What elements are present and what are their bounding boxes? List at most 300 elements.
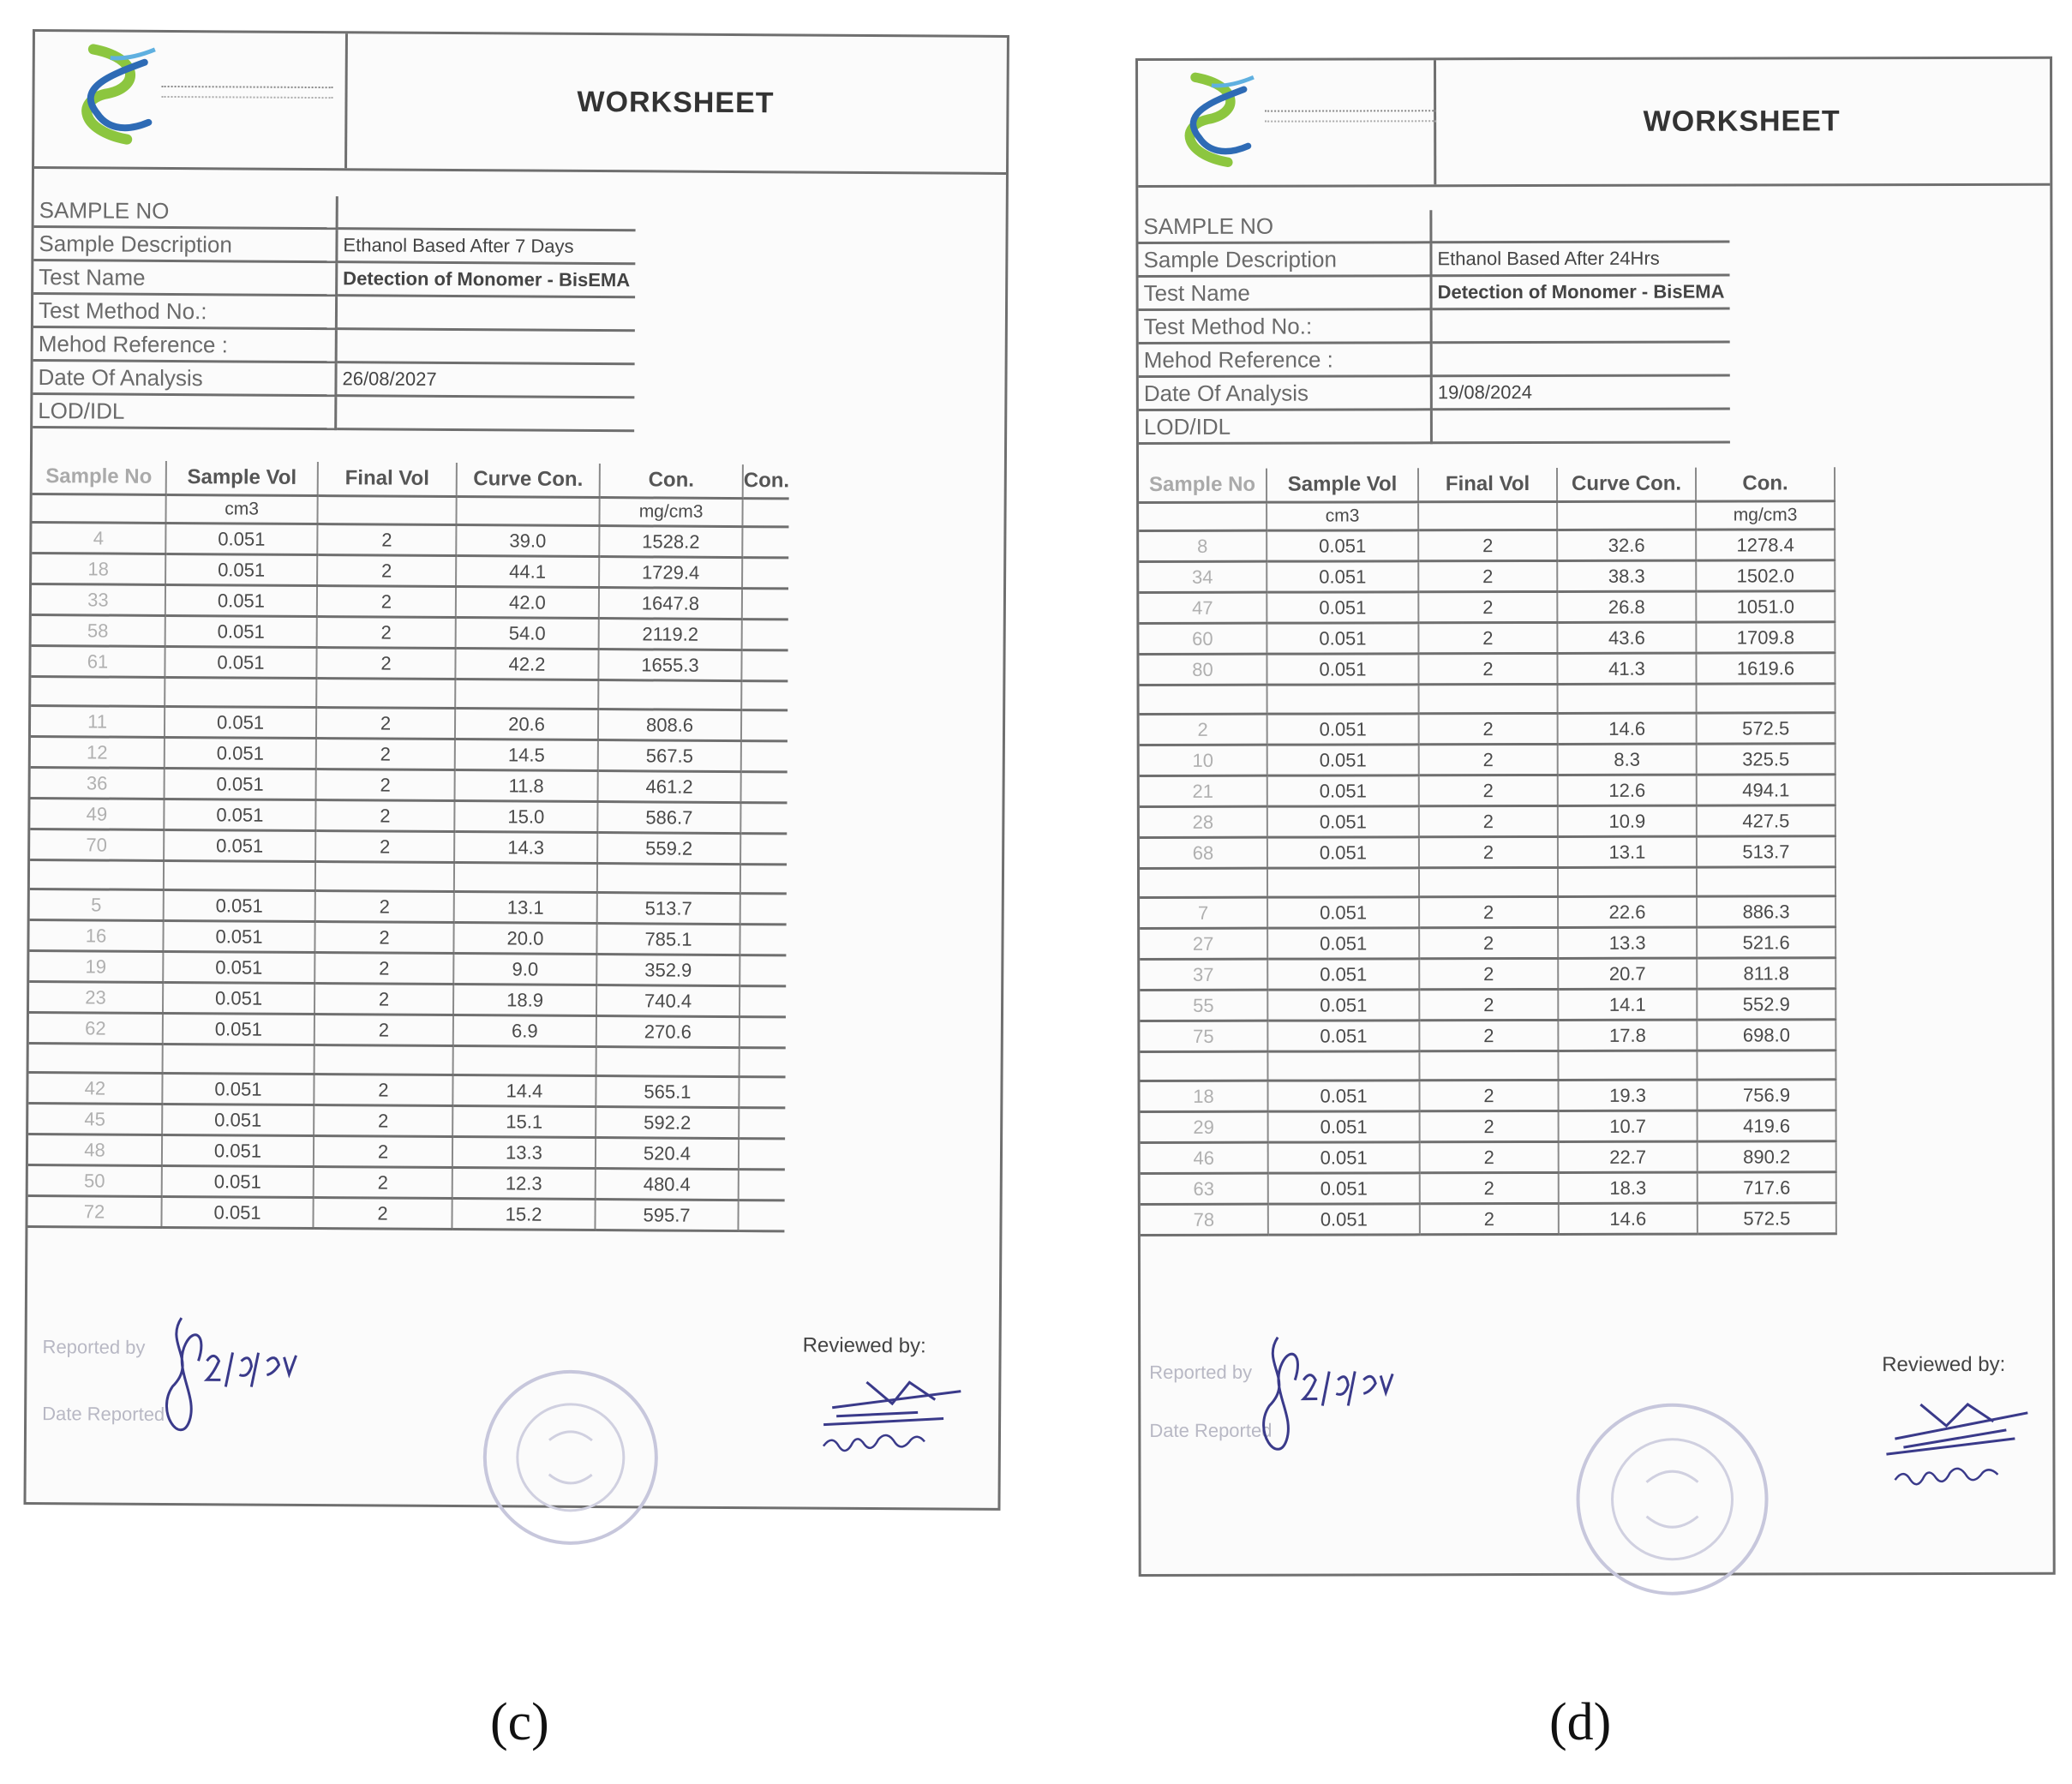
table-cell: 48 [28, 1134, 162, 1165]
table-cell: 68 [1140, 837, 1267, 868]
info-row [1139, 409, 1730, 443]
column-header: Final Vol [1418, 468, 1557, 502]
table-cell: 36 [31, 768, 165, 799]
table-cell: 72 [27, 1195, 161, 1227]
table-row [1139, 591, 1835, 624]
table-cell: 14.6 [1558, 713, 1697, 744]
table-cell: 2 [314, 1136, 452, 1168]
empty-cell [740, 803, 787, 834]
empty-cell [741, 650, 788, 681]
info-row [33, 260, 635, 297]
table-cell: 0.051 [1268, 1173, 1420, 1204]
empty-cell [30, 860, 164, 890]
unit-cell [1557, 501, 1696, 530]
table-cell: 2 [1419, 896, 1558, 927]
table-cell: 0.051 [164, 829, 315, 861]
empty-cell [165, 677, 316, 707]
table-cell: 0.051 [1267, 990, 1419, 1021]
empty-cell [1835, 989, 1836, 1020]
empty-cell [454, 863, 597, 893]
worksheet-header [1138, 59, 2050, 188]
lab-logo [34, 32, 348, 168]
info-value [1431, 342, 1729, 376]
table-cell: 37 [1140, 959, 1267, 990]
table-row [29, 981, 787, 1016]
table-cell: 0.051 [162, 1134, 314, 1166]
table-cell: 325.5 [1697, 744, 1835, 775]
table-cell: 2 [1419, 805, 1558, 836]
table-cell: 811.8 [1697, 958, 1835, 989]
info-value: Ethanol Based After 7 Days [337, 229, 636, 264]
table-cell: 19 [29, 950, 163, 982]
table-row [1140, 1020, 1836, 1052]
table-cell: 61 [31, 646, 165, 678]
table-cell: 0.051 [165, 584, 317, 616]
table-cell: 47 [1139, 592, 1267, 623]
table-row [1141, 1111, 1837, 1143]
table-cell: 12 [31, 737, 165, 769]
table-cell: 6.9 [453, 1015, 596, 1047]
table-cell: 78 [1141, 1204, 1268, 1235]
table-cell: 352.9 [596, 955, 740, 986]
worksheet-d [1135, 57, 2056, 1577]
table-cell: 10.7 [1559, 1111, 1698, 1141]
table-cell: 0.051 [164, 889, 315, 921]
empty-cell [1267, 1051, 1419, 1081]
empty-cell [1835, 958, 1836, 989]
table-row [32, 584, 789, 620]
table-cell: 2 [314, 1075, 452, 1106]
table-cell: 62 [29, 1012, 163, 1044]
info-value [1431, 409, 1729, 443]
info-row [34, 195, 636, 230]
empty-cell [742, 527, 789, 558]
info-row [1139, 375, 1730, 410]
empty-cell [1836, 1172, 1837, 1203]
dna-logo-icon [58, 40, 171, 148]
worksheet-title: WORKSHEET [577, 85, 775, 120]
table-row [1141, 1172, 1837, 1205]
table-cell: 0.051 [165, 768, 316, 799]
empty-cell [1267, 868, 1419, 897]
info-value: Detection of Monomer - BisEMA [337, 262, 636, 297]
unit-cell [317, 496, 456, 525]
empty-cell [1835, 896, 1836, 927]
table-row [1139, 653, 1835, 685]
lab-stamp [1569, 1396, 1776, 1602]
results-table [27, 460, 789, 1232]
table-cell: 0.051 [162, 1073, 314, 1105]
info-value [336, 396, 635, 431]
unit-cell [1418, 501, 1557, 530]
table-row [31, 646, 788, 681]
info-value: Ethanol Based After 24Hrs [1431, 242, 1729, 276]
empty-cell [597, 864, 740, 894]
table-cell: 14.4 [452, 1075, 596, 1107]
info-label: SAMPLE NO [1138, 210, 1431, 242]
empty-cell [742, 620, 789, 650]
table-cell: 2 [317, 586, 456, 618]
empty-cell [1558, 684, 1697, 713]
table-cell: 12.3 [452, 1168, 596, 1200]
empty-cell [1140, 1051, 1267, 1081]
table-cell: 0.051 [1267, 623, 1418, 654]
info-row [1139, 342, 1730, 376]
table-cell: 11 [31, 706, 165, 738]
table-cell: 2 [1418, 591, 1557, 622]
table-cell: 22.6 [1558, 896, 1697, 927]
table-cell: 2119.2 [599, 619, 742, 650]
table-cell: 2 [316, 769, 455, 801]
table-cell: 808.6 [598, 709, 741, 741]
unit-cell [1139, 502, 1267, 530]
table-cell: 698.0 [1697, 1020, 1835, 1051]
table-cell: 39.0 [456, 525, 599, 557]
table-cell: 15.2 [452, 1199, 595, 1230]
empty-cell [738, 1200, 785, 1231]
empty-cell [739, 1170, 786, 1200]
column-header: Final Vol [318, 462, 457, 496]
table-cell: 0.051 [1268, 1111, 1420, 1142]
table-cell: 43.6 [1557, 622, 1696, 653]
column-header: Con. [743, 464, 790, 499]
empty-cell [740, 1048, 787, 1077]
table-cell: 2 [316, 739, 455, 770]
empty-cell [740, 925, 787, 955]
table-cell: 2 [317, 555, 456, 587]
table-cell: 18.3 [1559, 1172, 1698, 1203]
empty-cell [1697, 684, 1835, 713]
table-cell: 1278.4 [1696, 530, 1835, 560]
info-label: Sample Description [1138, 242, 1431, 277]
empty-cell [1836, 1111, 1837, 1141]
table-row [1140, 927, 1836, 960]
empty-cell [598, 680, 741, 710]
table-cell: 0.051 [1267, 592, 1418, 623]
worksheet-c [23, 29, 1009, 1511]
table-cell: 46 [1141, 1142, 1268, 1173]
empty-cell [29, 1043, 163, 1073]
info-label: Test Name [1139, 276, 1432, 310]
info-row [33, 227, 635, 264]
table-cell: 5 [30, 889, 164, 920]
table-cell: 10.9 [1558, 805, 1697, 836]
empty-cell [163, 1044, 314, 1074]
table-cell: 33 [32, 584, 165, 616]
unit-cell: cm3 [1267, 502, 1418, 530]
info-value [1431, 308, 1729, 343]
table-row [1140, 775, 1836, 807]
empty-cell [739, 1077, 786, 1108]
table-cell: 49 [30, 799, 164, 830]
lab-stamp [476, 1362, 665, 1552]
table-cell: 75 [1140, 1021, 1267, 1051]
unit-cell [456, 497, 599, 526]
table-cell: 27 [1140, 928, 1267, 959]
info-label: Mehod Reference : [33, 327, 337, 362]
empty-cell [1835, 805, 1836, 836]
date-reported-label: Date Reported [1149, 1419, 1273, 1441]
table-cell: 0.051 [1268, 1142, 1420, 1173]
info-label: Sample Description [33, 227, 337, 262]
sample-info-table [33, 195, 636, 432]
empty-cell [1835, 1051, 1836, 1080]
info-label: SAMPLE NO [34, 195, 338, 229]
info-value [1431, 210, 1729, 242]
table-cell: 2 [315, 831, 454, 863]
table-cell: 14.3 [454, 832, 597, 864]
table-cell: 595.7 [595, 1200, 738, 1231]
dna-logo-icon [1162, 69, 1269, 171]
table-cell: 2 [1420, 1111, 1559, 1141]
table-cell: 8.3 [1558, 744, 1697, 775]
table-cell: 34 [1139, 561, 1267, 592]
table-cell: 2 [314, 922, 453, 954]
info-value [336, 329, 635, 364]
table-cell: 586.7 [597, 802, 740, 834]
table-cell: 2 [1419, 836, 1558, 867]
table-cell: 2 [1419, 1020, 1558, 1051]
table-cell: 1655.3 [598, 650, 741, 681]
table-row [31, 768, 788, 803]
table-cell: 0.051 [1267, 959, 1419, 990]
signature-area [1141, 1259, 2053, 1569]
column-header: Con. [600, 464, 743, 499]
table-cell: 2 [314, 1015, 453, 1046]
empty-cell [455, 679, 598, 709]
table-cell: 427.5 [1697, 805, 1835, 836]
column-header: Curve Con. [457, 463, 600, 498]
table-cell: 42 [28, 1072, 162, 1104]
table-cell: 480.4 [596, 1169, 739, 1200]
table-cell: 4 [32, 523, 165, 554]
table-cell: 16 [29, 919, 163, 951]
empty-cell [742, 558, 789, 589]
empty-cell [1835, 713, 1836, 744]
empty-cell [740, 834, 787, 865]
table-cell: 13.3 [452, 1137, 596, 1169]
spacer-row [1140, 867, 1836, 898]
table-cell: 513.7 [1697, 836, 1835, 867]
empty-cell [1835, 927, 1836, 958]
column-header: Sample Vol [166, 461, 318, 496]
empty-cell [1419, 867, 1558, 896]
table-cell: 0.051 [163, 982, 314, 1014]
info-label: LOD/IDL [33, 394, 336, 429]
units-row [1139, 501, 1835, 531]
panel-label-d: (d) [1549, 1693, 1612, 1751]
empty-cell [1558, 1051, 1697, 1080]
table-cell: 1619.6 [1696, 653, 1835, 684]
empty-cell [1836, 1141, 1837, 1172]
table-cell: 55 [1140, 990, 1267, 1021]
table-cell: 592.2 [596, 1107, 739, 1139]
table-cell: 559.2 [597, 833, 740, 865]
table-cell: 22.7 [1559, 1141, 1698, 1172]
table-cell: 42.2 [455, 649, 598, 680]
empty-cell [314, 1045, 453, 1075]
column-header: Sample Vol [1267, 468, 1418, 502]
table-cell: 270.6 [596, 1016, 740, 1048]
table-cell: 80 [1139, 654, 1267, 685]
empty-cell [741, 681, 788, 710]
empty-cell [1835, 1080, 1836, 1111]
table-cell: 2 [314, 953, 453, 985]
table-cell: 0.051 [1267, 714, 1419, 745]
table-cell: 20.7 [1558, 958, 1697, 989]
empty-cell [739, 1139, 786, 1170]
table-cell: 70 [30, 829, 164, 861]
empty-cell [1835, 836, 1836, 867]
empty-cell [1835, 775, 1836, 805]
table-cell: 717.6 [1698, 1172, 1836, 1203]
info-row [33, 327, 635, 364]
empty-cell [740, 955, 787, 986]
table-cell: 2 [1419, 989, 1558, 1020]
table-row [30, 889, 787, 924]
column-header: Sample No [33, 460, 166, 494]
table-cell: 2 [314, 1167, 452, 1199]
logo-arabic-text [162, 86, 333, 99]
table-cell: 41.3 [1557, 653, 1696, 684]
table-cell: 0.051 [1268, 1204, 1420, 1235]
empty-cell [315, 862, 454, 892]
reported-by-label: Reported by [1149, 1361, 1253, 1383]
table-cell: 11.8 [455, 770, 598, 802]
info-row [1139, 308, 1730, 343]
table-cell: 21 [1140, 775, 1267, 806]
empty-cell [1140, 685, 1267, 714]
table-cell: 552.9 [1697, 989, 1835, 1020]
table-cell: 18 [1140, 1081, 1267, 1111]
logo-arabic-text [1265, 110, 1436, 122]
table-cell: 572.5 [1697, 713, 1835, 744]
empty-cell [453, 1046, 596, 1076]
empty-cell [1835, 744, 1836, 775]
table-cell: 44.1 [456, 556, 599, 588]
table-cell: 60 [1139, 623, 1267, 654]
unit-cell: cm3 [165, 494, 317, 524]
table-cell: 0.051 [162, 1104, 314, 1135]
empty-cell [1697, 1051, 1835, 1080]
unit-cell [32, 494, 165, 524]
unit-cell: mg/cm3 [1696, 501, 1835, 530]
table-cell: 0.051 [165, 523, 317, 554]
table-row [1140, 744, 1836, 776]
table-cell: 0.051 [1267, 928, 1419, 959]
reviewed-by-label: Reviewed by: [1882, 1352, 2006, 1377]
table-row [1139, 530, 1835, 562]
column-header-row [33, 460, 790, 499]
table-cell: 15.0 [454, 801, 597, 833]
table-row [32, 615, 789, 650]
table-row [30, 829, 787, 865]
table-cell: 45 [28, 1103, 162, 1134]
table-cell: 0.051 [163, 920, 314, 952]
table-cell: 2 [1418, 622, 1557, 653]
table-cell: 13.1 [454, 892, 597, 924]
info-row [33, 394, 634, 431]
table-row [31, 706, 788, 741]
info-row [1139, 275, 1730, 309]
table-cell: 0.051 [164, 799, 315, 830]
table-cell: 461.2 [598, 771, 741, 803]
table-cell: 2 [1418, 653, 1557, 684]
table-cell: 2 [314, 984, 453, 1015]
worksheet-header [34, 32, 1007, 175]
signature-area [26, 1291, 999, 1512]
table-cell: 2 [316, 648, 455, 679]
table-cell: 2 [1419, 958, 1558, 989]
table-cell: 572.5 [1698, 1203, 1836, 1234]
table-cell: 0.051 [1267, 775, 1419, 806]
table-row [1140, 989, 1836, 1021]
table-row [27, 1195, 785, 1230]
table-cell: 0.051 [161, 1196, 313, 1228]
empty-cell [1836, 1203, 1837, 1234]
table-cell: 20.6 [455, 709, 598, 740]
empty-cell [739, 1108, 786, 1139]
table-cell: 17.8 [1558, 1020, 1697, 1051]
table-cell: 886.3 [1697, 896, 1835, 927]
table-cell: 2 [1420, 1141, 1559, 1172]
table-row [28, 1072, 786, 1107]
table-row [32, 523, 789, 558]
table-cell: 2 [317, 524, 456, 556]
unit-cell: mg/cm3 [599, 498, 742, 527]
table-cell: 0.051 [165, 737, 316, 769]
table-cell: 2 [1419, 744, 1558, 775]
table-cell: 15.1 [452, 1106, 596, 1138]
table-cell: 2 [316, 708, 455, 739]
table-row [29, 950, 787, 985]
table-cell: 2 [1420, 1172, 1559, 1203]
reviewer-signature [815, 1365, 979, 1460]
table-cell: 2 [315, 800, 454, 832]
panel-label-c: (c) [490, 1693, 549, 1751]
empty-cell [596, 1047, 740, 1077]
column-header: Sample No [1139, 469, 1267, 503]
info-value: Detection of Monomer - BisEMA [1431, 275, 1729, 309]
table-cell: 0.051 [1267, 1021, 1419, 1051]
table-cell: 0.051 [165, 706, 316, 738]
table-cell: 0.051 [1267, 561, 1418, 592]
empty-cell [1558, 867, 1697, 896]
table-cell: 565.1 [596, 1076, 739, 1108]
empty-cell [740, 1017, 787, 1048]
table-row [28, 1134, 786, 1169]
empty-cell [740, 865, 787, 894]
empty-cell [316, 679, 455, 709]
table-cell: 567.5 [598, 740, 741, 772]
table-cell: 2 [1420, 1203, 1559, 1234]
info-label: Test Method No.: [33, 294, 337, 329]
info-label: Test Method No.: [1139, 309, 1432, 344]
column-header: Con. [1696, 467, 1835, 501]
table-cell: 10 [1140, 745, 1267, 775]
table-cell: 2 [1140, 714, 1267, 745]
table-cell: 2 [1418, 560, 1557, 591]
table-cell: 0.051 [165, 646, 316, 678]
worksheet-title: WORKSHEET [1643, 105, 1841, 138]
empty-cell [742, 589, 789, 620]
table-row [1139, 622, 1835, 655]
table-row [29, 1012, 787, 1047]
table-cell: 19.3 [1558, 1080, 1697, 1111]
info-value: 26/08/2027 [336, 362, 635, 398]
table-cell: 0.051 [1267, 654, 1418, 685]
table-cell: 756.9 [1697, 1080, 1835, 1111]
